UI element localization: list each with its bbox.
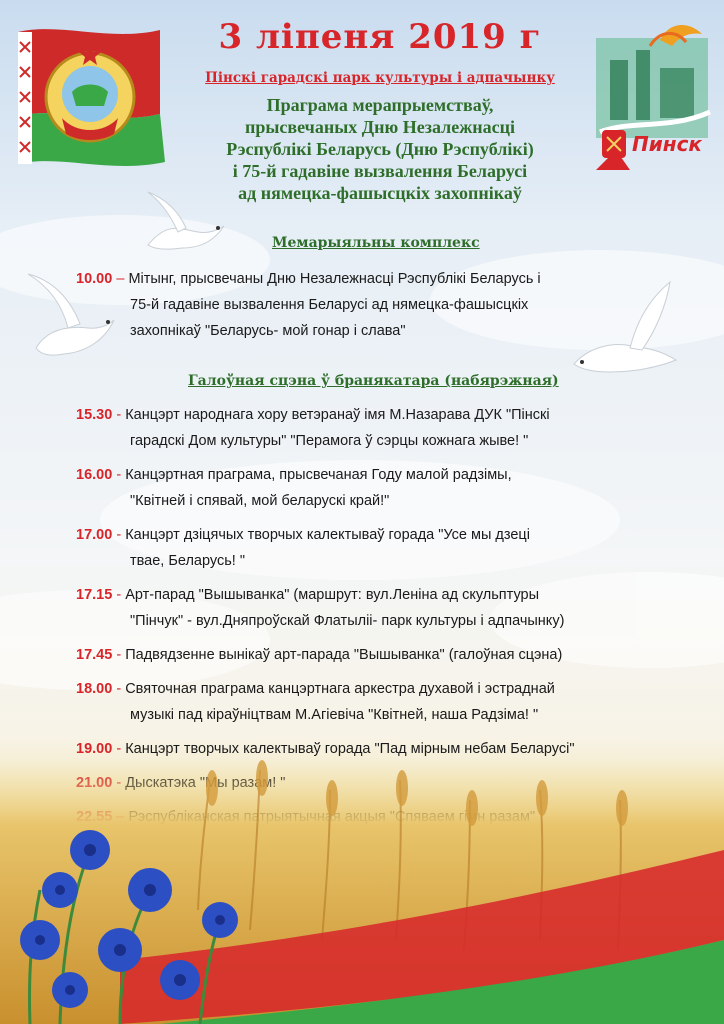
program-line: Рэспублікі Беларусь (Дню Рэспублікі) bbox=[226, 139, 534, 159]
pinsk-logo-text: Пинск bbox=[632, 132, 702, 156]
page-title: 3 ліпеня 2019 г bbox=[218, 17, 542, 57]
program-line: і 75-й гадавіне вызвалення Беларусі bbox=[232, 161, 528, 181]
event-text: Канцэрт дзіцячых творчых калектываў горада "Усе мы дзеці bbox=[125, 527, 530, 543]
event-item: 19.00 - Канцэрт творчых калектываў горада "Пад мірным небам Беларусі" bbox=[76, 741, 575, 757]
event-time: 18.00 bbox=[76, 681, 113, 697]
pinsk-city-logo bbox=[590, 20, 716, 170]
event-item: 17.45 - Падвядзенне вынікаў арт-парада "Вышыванка" (галоўная сцэна) bbox=[76, 647, 563, 663]
event-item: 17.15 - Арт-парад "Вышыванка" (маршрут: вул.Леніна ад скульптуры "Пінчук" - вул.Дняпроўскай Флатыліі- парк культуры і адпачынку) bbox=[76, 582, 686, 634]
belarus-flag-emblem bbox=[10, 22, 170, 172]
event-time: 17.15 bbox=[76, 587, 113, 603]
event-text: захопнікаў "Беларусь- мой гонар і слава" bbox=[130, 323, 406, 339]
wheat-field-illustration bbox=[0, 740, 724, 1024]
event-item: 10.00 – Мітынг, прысвечаны Дню Незалежнасці Рэспублікі Беларусь і 75-й гадавіне вызвалення Беларусі ад нямецка-фашысцкіх захопнікаў "Беларусь- мой гонар і слава" bbox=[76, 266, 686, 344]
event-time: 19.00 bbox=[76, 741, 113, 757]
event-item: 16.00 - Канцэртная праграма, прысвечаная Году малой радзімы, "Квітней і спявай, мой беларускі край!" bbox=[76, 462, 686, 514]
section-title-main-stage: Галоўная сцэна ў бранякатара (набярэжная) bbox=[188, 373, 559, 389]
event-text: твае, Беларусь! " bbox=[130, 553, 245, 569]
event-text: Падвядзенне вынікаў арт-парада "Вышыванка" (галоўная сцэна) bbox=[125, 647, 563, 663]
event-text: Канцэрт творчых калектываў горада "Пад мірным небам Беларусі" bbox=[125, 741, 575, 757]
program-line: ад нямецка-фашысцкіх захопнікаў bbox=[238, 183, 522, 203]
program-line: Праграма мерапрыемстваў, bbox=[266, 95, 494, 115]
event-time: 17.45 bbox=[76, 647, 113, 663]
event-item: 17.00 - Канцэрт дзіцячых творчых калектываў горада "Усе мы дзеці твае, Беларусь! " bbox=[76, 522, 686, 574]
venue-line: Пінскі гарадскі парк культуры і адпачынку bbox=[205, 70, 555, 86]
section-title-memorial: Мемарыяльны комплекс bbox=[272, 235, 480, 251]
poster-header bbox=[175, 14, 585, 204]
event-item: 15.30 - Канцэрт народнага хору ветэранаў імя М.Назарава ДУК "Пінскі гарадскі Дом культуры" "Перамога ў сэрцы кожнага жыве! " bbox=[76, 402, 686, 454]
event-text: музыкі пад кіраўніцтвам М.Агіевіча "Квітней, наша Радзіма! " bbox=[130, 707, 539, 723]
event-text: 75-й гадавіне вызвалення Беларусі ад нямецка-фашысцкіх bbox=[130, 297, 529, 313]
program-line: прысвечаных Дню Незалежнасці bbox=[244, 117, 516, 137]
event-time: 16.00 bbox=[76, 467, 113, 483]
event-text: Канцэрт народнага хору ветэранаў імя М.Назарава ДУК "Пінскі bbox=[125, 407, 550, 423]
event-text: "Квітней і спявай, мой беларускі край!" bbox=[130, 493, 390, 509]
event-time: 15.30 bbox=[76, 407, 113, 423]
event-text: "Пінчук" - вул.Дняпроўскай Флатыліі- парк культуры і адпачынку) bbox=[130, 613, 565, 629]
event-time: 17.00 bbox=[76, 527, 113, 543]
event-text: Мітынг, прысвечаны Дню Незалежнасці Рэспублікі Беларусь і bbox=[128, 271, 541, 287]
event-text: Канцэртная праграма, прысвечаная Году малой радзімы, bbox=[125, 467, 512, 483]
event-text: гарадскі Дом культуры" "Перамога ў сэрцы кожнага жыве! " bbox=[130, 433, 529, 449]
event-time: 10.00 bbox=[76, 271, 113, 287]
memorial-events bbox=[76, 266, 686, 352]
event-item: 18.00 - Святочная праграма канцэртнага аркестра духавой і эстраднай музыкі пад кіраўніцтвам М.Агіевіча "Квітней, наша Радзіма! " bbox=[76, 676, 686, 728]
program-description bbox=[175, 94, 585, 204]
event-text: Святочная праграма канцэртнага аркестра духавой і эстраднай bbox=[125, 681, 555, 697]
event-text: Арт-парад "Вышыванка" (маршрут: вул.Леніна ад скульптуры bbox=[125, 587, 540, 603]
